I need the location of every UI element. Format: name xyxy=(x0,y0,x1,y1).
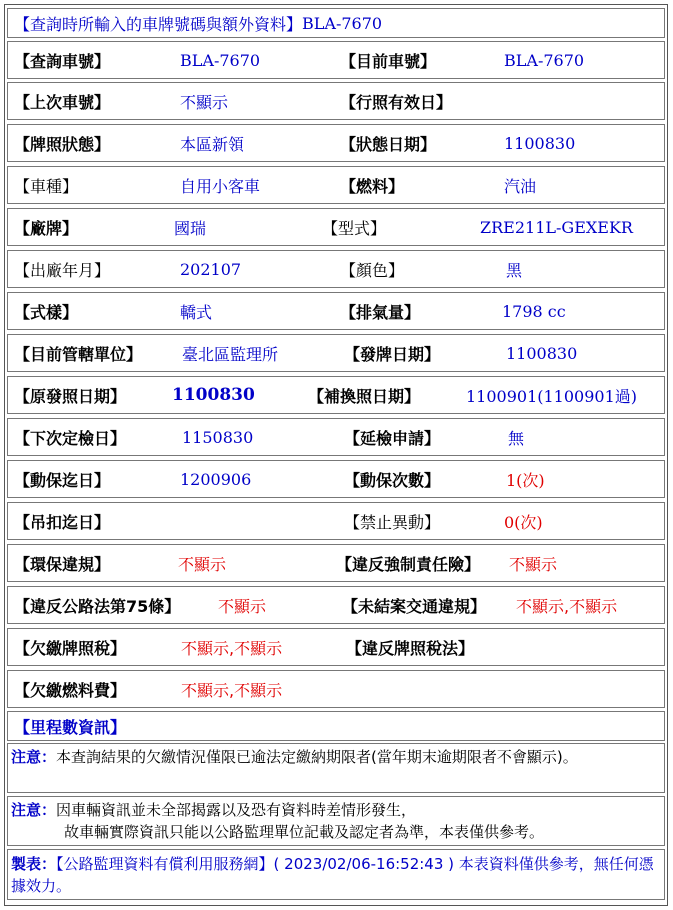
row-office xyxy=(7,334,665,372)
insurance-violation-value: 不顯示 xyxy=(509,554,558,574)
note-1-prefix: 注意： xyxy=(11,748,57,766)
style-value: 轎式 xyxy=(180,302,213,322)
row-license-dates xyxy=(7,376,665,414)
header-row xyxy=(7,8,665,38)
footer-note xyxy=(11,853,661,897)
office-value: 臺北區監理所 xyxy=(182,344,279,364)
note-1-box xyxy=(7,743,665,793)
model-value: ZRE211L-GEXEKR xyxy=(480,217,633,237)
unpaid-license-tax-label: 【欠繳牌照稅】 xyxy=(14,638,127,658)
license-expiry-label: 【行照有效日】 xyxy=(340,92,453,112)
fuel-label: 【燃料】 xyxy=(340,176,405,196)
note-2 xyxy=(11,799,661,843)
displacement-label: 【排氣量】 xyxy=(340,302,421,322)
issue-date-label: 【發牌日期】 xyxy=(344,344,441,364)
unsettled-traffic-value: 不顯示,不顯示 xyxy=(516,596,618,616)
footer-box xyxy=(7,849,665,900)
current-plate-label: 【目前車號】 xyxy=(340,51,437,71)
row-brand xyxy=(7,208,665,246)
mileage-label: 【里程數資訊】 xyxy=(14,717,127,737)
fuel-value: 汽油 xyxy=(504,176,537,196)
status-date-value: 1100830 xyxy=(504,133,576,153)
vehicle-type-value: 自用小客車 xyxy=(180,176,261,196)
insurance-violation-label: 【違反強制責任險】 xyxy=(336,554,481,574)
lien-count-label: 【動保次數】 xyxy=(344,470,441,490)
orig-license-date-value: 1100830 xyxy=(172,385,255,405)
next-inspection-value: 1150830 xyxy=(182,427,254,447)
brand-value: 國瑞 xyxy=(174,218,207,238)
displacement-value: 1798 cc xyxy=(502,301,566,321)
license-tax-violation-label: 【違反牌照稅法】 xyxy=(346,638,475,658)
header-title-group xyxy=(14,9,382,37)
row-fuel-fee xyxy=(7,670,665,708)
footer-source: 【公路監理資料有償利用服務網】 xyxy=(56,855,274,873)
row-style xyxy=(7,292,665,330)
row-inspection xyxy=(7,418,665,456)
last-plate-value: 不顯示 xyxy=(180,92,229,112)
lien-count-value: 1(次) xyxy=(506,470,545,490)
manufacture-label: 【出廠年月】 xyxy=(14,260,111,280)
lien-until-label: 【動保迄日】 xyxy=(14,470,111,490)
extension-value: 無 xyxy=(508,428,525,448)
style-label: 【式樣】 xyxy=(14,302,79,322)
reissue-date-value: 1100901(1100901過) xyxy=(466,386,638,406)
lien-until-value: 1200906 xyxy=(180,469,252,489)
row-plate xyxy=(7,41,665,79)
footer-text: ( 2023/02/06-16:52:43 ) 本表資料僅供參考，無任何憑據效力。 xyxy=(11,855,654,895)
no-change-value: 0(次) xyxy=(504,512,543,532)
plate-status-value: 本區新領 xyxy=(180,134,245,154)
next-inspection-label: 【下次定檢日】 xyxy=(14,428,127,448)
current-plate-value: BLA-7670 xyxy=(504,50,585,70)
row-tax xyxy=(7,628,665,666)
row-lien xyxy=(7,460,665,498)
extension-label: 【延檢申請】 xyxy=(344,428,441,448)
header-plate: BLA-7670 xyxy=(302,13,383,33)
road-law-value: 不顯示 xyxy=(218,596,267,616)
model-label: 【型式】 xyxy=(322,218,387,238)
office-label: 【目前管轄單位】 xyxy=(14,344,143,364)
revoke-until-label: 【吊扣迄日】 xyxy=(14,512,111,532)
query-plate-label: 【查詢車號】 xyxy=(14,51,111,71)
note-2-box xyxy=(7,796,665,846)
unpaid-license-tax-value: 不顯示,不顯示 xyxy=(181,638,283,658)
row-violations-1 xyxy=(7,544,665,582)
row-last-plate xyxy=(7,82,665,120)
reissue-date-label: 【補換照日期】 xyxy=(308,386,421,406)
manufacture-value: 202107 xyxy=(180,259,242,279)
env-violation-label: 【環保違規】 xyxy=(14,554,111,574)
no-change-label: 【禁止異動】 xyxy=(344,512,441,532)
orig-license-date-label: 【原發照日期】 xyxy=(14,386,127,406)
status-date-label: 【狀態日期】 xyxy=(340,134,437,154)
color-label: 【顏色】 xyxy=(340,260,405,280)
row-manufacture xyxy=(7,250,665,288)
header-title: 【查詢時所輸入的車牌號碼與額外資料】 xyxy=(14,14,303,34)
vehicle-type-label: 【車種】 xyxy=(14,176,79,196)
last-plate-label: 【上次車號】 xyxy=(14,92,111,112)
env-violation-value: 不顯示 xyxy=(178,554,227,574)
unsettled-traffic-label: 【未結案交通違規】 xyxy=(342,596,487,616)
note-2-line-1: 因車輛資訊並未全部揭露以及恐有資料時差情形發生， xyxy=(56,801,417,819)
row-plate-status xyxy=(7,124,665,162)
row-mileage xyxy=(7,711,665,741)
row-violations-2 xyxy=(7,586,665,624)
query-plate-value: BLA-7670 xyxy=(180,50,261,70)
brand-label: 【廠牌】 xyxy=(14,218,79,238)
note-2-prefix: 注意： xyxy=(11,801,57,819)
unpaid-fuel-fee-value: 不顯示,不顯示 xyxy=(181,680,283,700)
plate-status-label: 【牌照狀態】 xyxy=(14,134,111,154)
footer-prefix: 製表： xyxy=(11,855,57,873)
unpaid-fuel-fee-label: 【欠繳燃料費】 xyxy=(14,680,127,700)
note-1 xyxy=(11,746,661,768)
issue-date-value: 1100830 xyxy=(506,343,578,363)
note-1-text: 本查詢結果的欠繳情況僅限已逾法定繳納期限者(當年期末逾期限者不會顯示)。 xyxy=(56,748,578,766)
color-value: 黑 xyxy=(506,260,523,280)
road-law-label: 【違反公路法第75條】 xyxy=(14,596,181,616)
row-vehicle-type xyxy=(7,166,665,204)
row-revoke xyxy=(7,502,665,540)
note-2-line-2: 故車輛實際資訊只能以公路監理單位記載及認定者為準，本表僅供參考。 xyxy=(64,823,545,841)
